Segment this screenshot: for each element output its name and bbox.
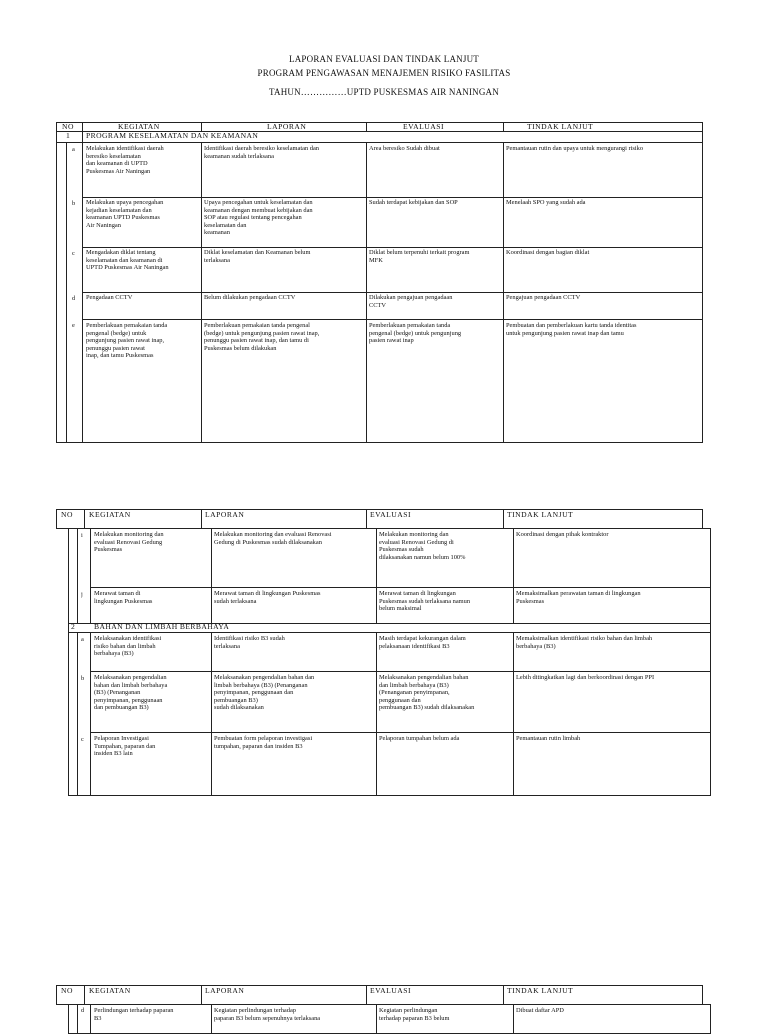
t2-header-kegiatan: KEGIATAN — [89, 510, 131, 519]
t1-row-b-evaluasi: Sudah terdapat kebijakan dan SOP — [369, 199, 458, 206]
t2-row-a-evaluasi: Masih terdapat kekurangan dalam pelaksanaan identifikasi B3 — [379, 635, 466, 650]
t1-row-a-tindak-lanjut: Pemantauan rutin dan upaya untuk mengurangi risiko — [506, 145, 644, 152]
t1-sub-column — [66, 142, 83, 443]
t2-row-b-tindak-lanjut: Lebih ditingkatkan lagi dan berkoordinasi dengan PPI — [516, 674, 655, 681]
t2-row-b-laporan: Melaksanakan pengendalian bahan dan limbah berbahaya (B3) (Penanganan penyimpanan, penggunaan dan pembuangan B3) sudah dilaksanakan — [214, 674, 315, 712]
t2-sub-column-top — [77, 528, 91, 624]
t1-row-b-tindak-lanjut: Menelaah SPO yang sudah ada — [506, 199, 586, 206]
t2-row-c-laporan: Pembuatan form pelaporan investigasi tumpahan, paparan dan insiden B3 — [214, 735, 313, 750]
t1-row-b-sub: b — [72, 200, 76, 207]
t1-row-d-laporan: Belum dilakukan pengadaan CCTV — [204, 294, 296, 301]
t3-header-no: NO — [61, 986, 73, 995]
t2-row-b-evaluasi: Melaksanakan pengendalian bahan dan limbah berbahaya (B3) (Penanganan penyimpanan, penggunaan dan pembuangan B3) sudah dilaksanakan — [379, 674, 475, 712]
t2-row-b-sub: b — [81, 675, 85, 682]
t1-row-e-tindak-lanjut-cell — [503, 319, 703, 443]
t3-header-laporan: LAPORAN — [205, 986, 245, 995]
t2-header-evaluasi: EVALUASI — [370, 510, 411, 519]
t2-row-i-tindak-lanjut: Koordinasi dengan pihak kontraktor — [516, 531, 609, 538]
t2-row-i-kegiatan: Melakukan monitoring dan evaluasi Renovasi Gedung Puskesmas — [94, 531, 164, 554]
t2-header-tindak-lanjut: TINDAK LANJUT — [507, 510, 574, 519]
t1-row-e-evaluasi: Pemberlakuan pemakaian tanda pengenal (bedge) untuk pengunjung pasien rawat inap — [369, 322, 462, 345]
t2-row-a-laporan: Identifikasi risiko B3 sudah terlaksana — [214, 635, 285, 650]
t1-row-a-evaluasi: Area beresiko Sudah dibuat — [369, 145, 440, 152]
t1-row-a-laporan: Identifikasi daerah beresiko keselamatan dan keamanan sudah terlaksana — [204, 145, 319, 160]
t2-header-no: NO — [61, 510, 73, 519]
t1-row-b-kegiatan: Melakukan upaya pencegahan kejadian keselamatan dan keamanan UPTD Puskesmas Air Naningan — [86, 199, 164, 229]
t2-row-j-sub: j — [81, 591, 83, 598]
document-title-line2: PROGRAM PENGAWASAN MENAJEMEN RISIKO FASILITAS — [257, 68, 511, 78]
t2-row-c-kegiatan: Pelaporan Investigasi Tumpahan, paparan dan insiden B3 lain — [94, 735, 156, 758]
t2-row-c-tindak-lanjut: Pemantauan rutin limbah — [516, 735, 581, 742]
t1-row-b-laporan: Upaya pencegahan untuk keselamatan dan keamanan dengan membuat kebijakan dan SOP atau regulasi tentang pencegahan keselamatan dan keamanan — [204, 199, 313, 237]
t1-row-e-laporan: Pemberlakuan pemakaian tanda pengenal (bedge) untuk pengunjung pasien rawat inap, penunggu pasien rawat inap, dan tamu di Puskesmas belum dilakukan — [204, 322, 320, 352]
t2-row-i-sub: i — [81, 532, 83, 539]
t1-row-a-kegiatan: Melakukan identifikasi daerah beresiko keselamatan dan keamanan di UPTD Puskesmas Air Naningan — [86, 145, 164, 175]
t1-row-d-tindak-lanjut: Pengajuan pengadaan CCTV — [506, 294, 581, 301]
t2-row-i-laporan: Melakukan monitoring dan evaluasi Renovasi Gedung di Puskesmas sudah dilaksanakan — [214, 531, 332, 546]
t3-header-evaluasi: EVALUASI — [370, 986, 411, 995]
t1-header-kegiatan: KEGIATAN — [118, 122, 160, 131]
t1-row-d-evaluasi: Dilakukan pengajuan pengadaan CCTV — [369, 294, 453, 309]
t2-section-no: 2 — [71, 622, 76, 631]
t2-row-c-sub: c — [81, 736, 84, 743]
t1-section-title: PROGRAM KESELAMATAN DAN KEAMANAN — [86, 131, 259, 140]
t1-section-no: 1 — [66, 131, 71, 140]
t2-row-j-laporan: Merawat taman di lingkungan Puskesmas sudah terlaksana — [214, 590, 321, 605]
t1-header-laporan: LAPORAN — [267, 122, 307, 131]
t2-row-j-evaluasi: Merawat taman di lingkungan Puskesmas sudah terlaksana namun belum maksimal — [379, 590, 471, 613]
t2-sub-column-bottom — [77, 632, 91, 796]
t1-row-e-tindak-lanjut: Pembuatan dan pemberlakuan kartu tanda identitas untuk pengunjung pasien rawat inap dan tamu — [506, 322, 637, 337]
t3-row-d-evaluasi: Kegiatan perlindungan terhadap paparan B3 belum — [379, 1007, 450, 1022]
t2-row-a-tindak-lanjut: Memaksimalkan identifikasi risiko bahan dan limbah berbahaya (B3) — [516, 635, 653, 650]
t1-row-c-evaluasi: Diklat belum terpenuhi terkait program MFK — [369, 249, 470, 264]
t1-row-e-sub: e — [72, 322, 75, 329]
t1-row-e-kegiatan: Pemberlakuan pemakaian tanda pengenal (bedge) untuk pengunjung pasien rawat inap, penunggu pasien rawat inap, dan tamu Puskesmas — [86, 322, 168, 360]
t1-header-tindak-lanjut: TINDAK LANJUT — [527, 122, 594, 131]
t2-header-laporan: LAPORAN — [205, 510, 245, 519]
document-title-line1: LAPORAN EVALUASI DAN TINDAK LANJUT — [289, 54, 479, 64]
t2-row-b-kegiatan: Melaksanakan pengendalian bahan dan limbah berbahaya (B3) (Penanganan penyimpanan, penggunaan dan pembuangan B3) — [94, 674, 168, 712]
t1-row-c-sub: c — [72, 250, 75, 257]
t2-row-a-kegiatan: Melaksanakan identifikasi risiko bahan dan limbah berbahaya (B3) — [94, 635, 162, 658]
t3-row-d-tindak-lanjut: Dibuat daftar APD — [516, 1007, 564, 1014]
t3-row-d-laporan: Kegiatan perlindungan terhadap paparan B3 belum sepenuhnya terlaksana — [214, 1007, 321, 1022]
t3-header-kegiatan: KEGIATAN — [89, 986, 131, 995]
document-title-line3: TAHUN……………UPTD PUSKESMAS AIR NANINGAN — [269, 87, 499, 97]
t2-row-i-evaluasi: Melakukan monitoring dan evaluasi Renovasi Gedung di Puskesmas sudah dilaksanakan namun belum 100% — [379, 531, 466, 561]
t2-row-c-evaluasi: Pelaporan tumpahan belum ada — [379, 735, 460, 742]
t1-row-c-kegiatan: Mengadakan diklat tentang keselamatan dan keamanan di UPTD Puskesmas Air Naningan — [86, 249, 169, 272]
t2-section-title: BAHAN DAN LIMBAH BERBAHAYA — [94, 622, 230, 631]
t2-row-j-tindak-lanjut: Memaksimalkan perawatan taman di lingkungan Puskesmas — [516, 590, 641, 605]
t1-row-a-sub: a — [72, 146, 75, 153]
t1-row-d-kegiatan: Pengadaan CCTV — [86, 294, 133, 301]
t1-row-c-laporan: Diklat keselamatan dan Keamanan belum terlaksana — [204, 249, 311, 264]
t2-row-j-kegiatan: Merawat taman di lingkungan Puskesmas — [94, 590, 153, 605]
t3-row-d-sub: d — [81, 1007, 85, 1014]
t1-header-evaluasi: EVALUASI — [403, 122, 444, 131]
t1-row-c-tindak-lanjut: Koordinasi dengan bagian diklat — [506, 249, 590, 256]
t1-row-d-sub: d — [72, 295, 76, 302]
t1-header-no: NO — [62, 122, 74, 131]
t2-row-a-sub: a — [81, 636, 84, 643]
t3-row-d-kegiatan: Perlindungan terhadap paparan B3 — [94, 1007, 174, 1022]
t3-header-tindak-lanjut: TINDAK LANJUT — [507, 986, 574, 995]
